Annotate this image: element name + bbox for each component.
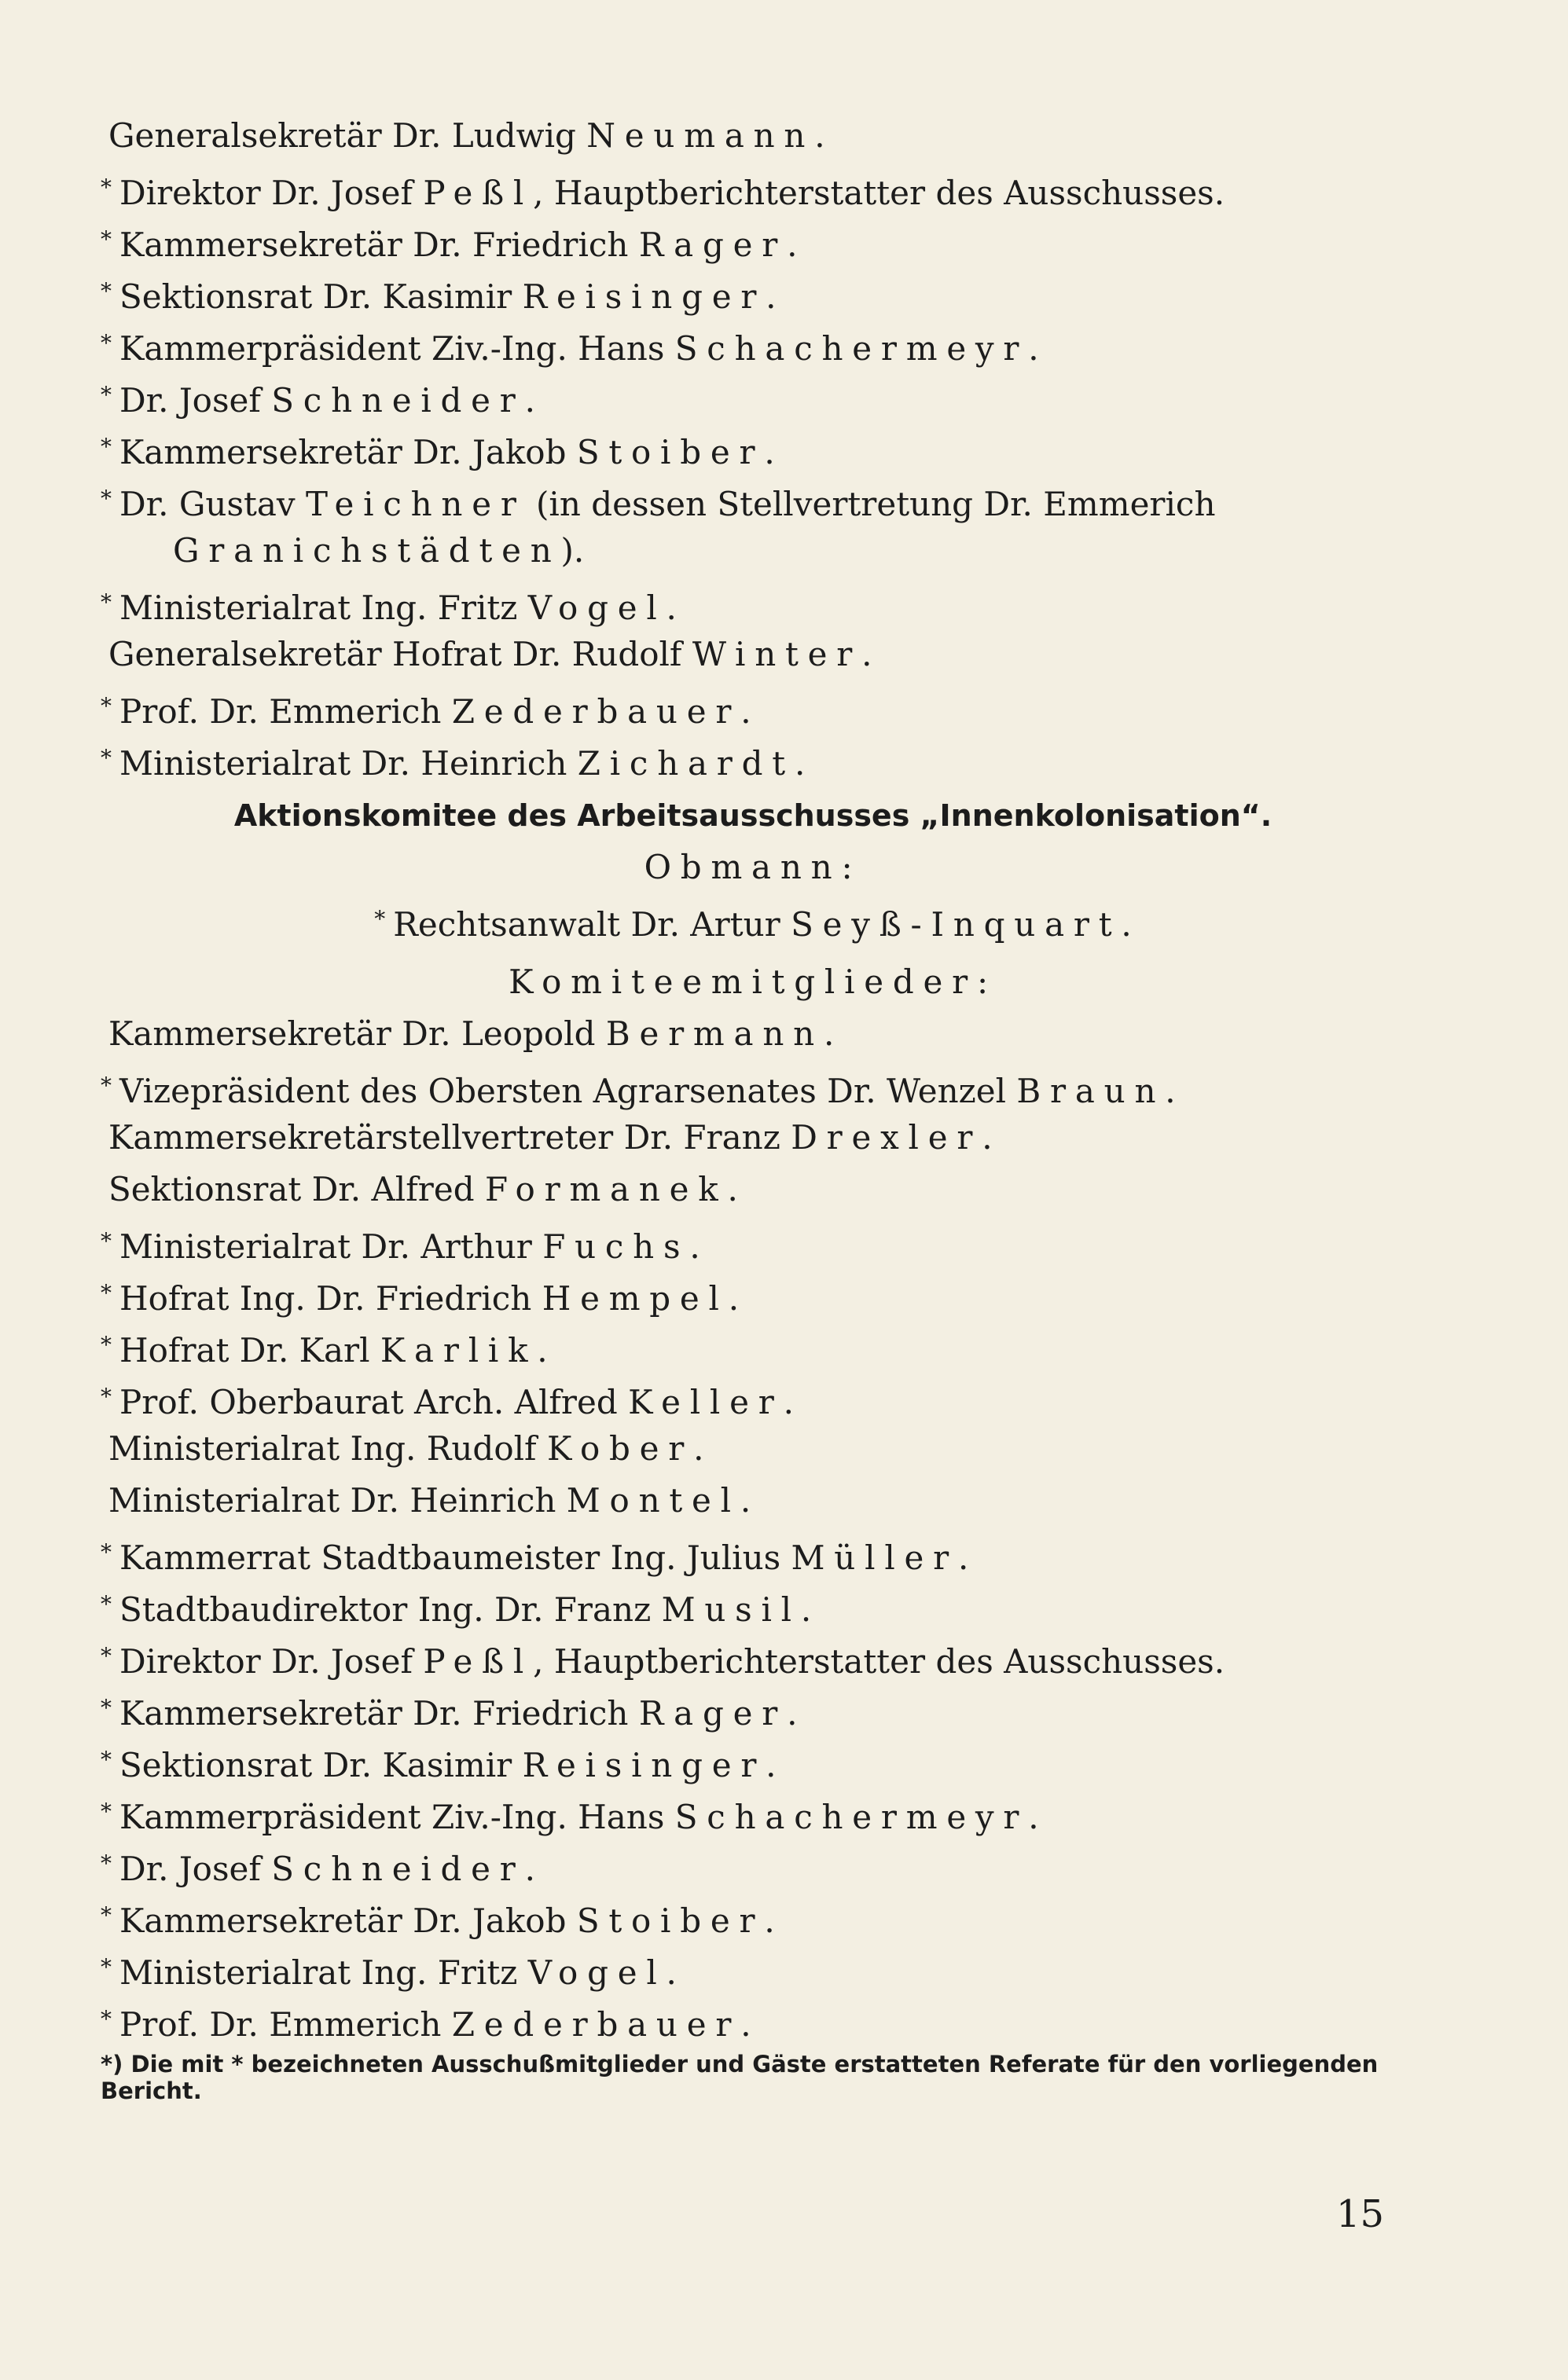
- obmann-prefix: Rechtsanwalt Dr. Artur: [393, 905, 791, 944]
- member-item-name: Müller: [791, 1538, 958, 1577]
- list-item-prefix: Dr. Josef: [119, 381, 272, 420]
- list-item-name: Vogel: [527, 589, 666, 627]
- list-item-star: *: [101, 382, 112, 408]
- list-item-star: *: [101, 174, 112, 200]
- member-item-prefix: Kammerrat Stadtbaumeister Ing. Julius: [119, 1538, 791, 1577]
- member-item-star: *: [101, 1695, 112, 1721]
- member-item-name: Stoiber: [576, 1901, 765, 1940]
- member-item: [101, 1734, 1405, 1786]
- member-item-name: Zederbauer: [451, 2005, 741, 2044]
- member-item-prefix: Sektionsrat Dr. Kasimir: [119, 1746, 523, 1784]
- obmann-star: *: [374, 906, 386, 932]
- list-item-suffix: ).: [560, 531, 585, 570]
- member-item-prefix: Prof. Dr. Emmerich: [119, 2005, 452, 2044]
- list-item: [101, 680, 1405, 732]
- member-item-star: *: [101, 1280, 112, 1306]
- member-item: [101, 1682, 1405, 1734]
- member-item-suffix: , Hauptberichterstatter des Ausschusses.: [533, 1642, 1225, 1681]
- member-item-prefix: Kammerpräsident Ziv.-Ing. Hans: [119, 1798, 675, 1836]
- member-item-suffix: .: [1028, 1798, 1039, 1836]
- member-item-name: Kober: [546, 1429, 694, 1468]
- footnote: *) Die mit * bezeichneten Ausschußmitglieder und Gäste erstatteten Referate für den vorliegenden Bericht.: [101, 2051, 1379, 2104]
- list-item-prefix: Ministerialrat Ing. Fritz: [119, 589, 528, 627]
- member-item-star: *: [101, 2006, 112, 2032]
- list-item: [101, 473, 1405, 525]
- member-item-prefix: Ministerialrat Ing. Rudolf: [108, 1429, 547, 1468]
- member-item-name: Schneider: [271, 1850, 525, 1888]
- list-item-suffix: .: [666, 589, 677, 627]
- member-item-suffix: .: [957, 1538, 969, 1577]
- list-item-prefix: Kammersekretär Dr. Jakob: [119, 433, 577, 471]
- member-item-star: *: [101, 1591, 112, 1617]
- member-item-suffix: .: [787, 1694, 798, 1733]
- obmann-suffix: .: [1121, 905, 1132, 944]
- member-item: [101, 1216, 1405, 1267]
- member-item: [101, 1786, 1405, 1838]
- list-item-suffix: .: [740, 692, 751, 731]
- member-item-name: Fuchs: [542, 1227, 690, 1266]
- list-item-prefix: Sektionsrat Dr. Kasimir: [119, 277, 523, 316]
- member-item-name: Formanek: [484, 1170, 728, 1208]
- member-item: [101, 1890, 1405, 1942]
- member-item-name: Hempel: [542, 1279, 729, 1318]
- list-item-name: Teichner: [306, 485, 526, 523]
- list-item-star: *: [101, 486, 112, 512]
- list-item: [101, 421, 1405, 473]
- list-item-prefix: Generalsekretär Hofrat Dr. Rudolf: [108, 635, 692, 673]
- list-item: [101, 214, 1405, 266]
- member-item-suffix: .: [728, 1279, 740, 1318]
- member-item-suffix: .: [727, 1170, 738, 1208]
- obmann-line: [101, 893, 1405, 945]
- list-item-suffix: .: [1028, 329, 1039, 368]
- list-item: [101, 525, 1405, 577]
- list-item: [101, 266, 1405, 317]
- member-item-prefix: Vizepräsident des Obersten Agrarsenates Dr. Wenzel: [119, 1072, 1017, 1110]
- delegates-list: [101, 110, 1405, 784]
- member-item: [101, 1630, 1405, 1682]
- list-item-suffix: .: [524, 381, 535, 420]
- list-item-name: Schneider: [271, 381, 525, 420]
- member-item-name: Karlik: [380, 1331, 538, 1370]
- member-item-prefix: Ministerialrat Dr. Arthur: [119, 1227, 543, 1266]
- member-item-star: *: [101, 1799, 112, 1824]
- member-item-prefix: Ministerialrat Ing. Fritz: [119, 1953, 528, 1992]
- member-item: [101, 1579, 1405, 1630]
- member-item-prefix: Stadtbaudirektor Ing. Dr. Franz: [119, 1590, 662, 1629]
- list-item-name: Reisinger: [522, 277, 766, 316]
- member-item-suffix: .: [1165, 1072, 1176, 1110]
- list-item-star: *: [101, 589, 112, 615]
- member-item: [101, 1993, 1405, 2045]
- member-item-prefix: Direktor Dr. Josef: [119, 1642, 424, 1681]
- member-item: [101, 1371, 1405, 1423]
- members-list: [101, 1008, 1405, 2045]
- list-item-star: *: [101, 693, 112, 719]
- member-item-star: *: [101, 1228, 112, 1254]
- member-item-star: *: [101, 1747, 112, 1773]
- committee-heading: Aktionskomitee des Arbeitsausschusses „Innenkolonisation“.: [233, 798, 1272, 833]
- member-item: [101, 1319, 1405, 1371]
- member-item: [101, 1112, 1405, 1164]
- members-label: Komiteemitglieder:: [509, 963, 997, 1001]
- member-item-prefix: Kammersekretärstellvertreter Dr. Franz: [108, 1118, 791, 1157]
- list-item: [101, 732, 1405, 784]
- list-item-name: Neumann: [586, 116, 815, 155]
- member-item-star: *: [101, 1954, 112, 1980]
- list-item: [101, 629, 1405, 680]
- list-item-prefix: Prof. Dr. Emmerich: [119, 692, 452, 731]
- member-item-suffix: .: [524, 1850, 535, 1888]
- member-item-star: *: [101, 1643, 112, 1669]
- list-item-name: Zederbauer: [451, 692, 741, 731]
- member-item-star: *: [101, 1384, 112, 1410]
- list-item-name: Schachermeyr: [674, 329, 1029, 368]
- list-item-suffix: (in dessen Stellvertretung Dr. Emmerich: [525, 485, 1216, 523]
- member-item-suffix: .: [766, 1746, 777, 1784]
- list-item-star: *: [101, 434, 112, 460]
- member-item-suffix: .: [666, 1953, 677, 1992]
- page-number: 15: [1336, 2192, 1385, 2236]
- list-item-prefix: Direktor Dr. Josef: [119, 174, 424, 212]
- list-item-prefix: Dr. Gustav: [119, 485, 306, 523]
- list-item-suffix: , Hauptberichterstatter des Ausschusses.: [533, 174, 1225, 212]
- list-item-suffix: .: [814, 116, 825, 155]
- list-item: [101, 110, 1405, 162]
- list-item-name: Peßl: [423, 174, 534, 212]
- list-item-suffix: .: [794, 744, 806, 783]
- committee-section: [101, 790, 1405, 2045]
- member-item-suffix: .: [537, 1331, 548, 1370]
- member-item-name: Vogel: [527, 1953, 666, 1992]
- member-item-suffix: .: [764, 1901, 775, 1940]
- member-item-suffix: .: [740, 2005, 751, 2044]
- member-item-suffix: .: [693, 1429, 704, 1468]
- member-item-name: Peßl: [423, 1642, 534, 1681]
- list-item-prefix: Generalsekretär Dr. Ludwig: [108, 116, 587, 155]
- member-item-prefix: Kammersekretär Dr. Jakob: [119, 1901, 577, 1940]
- member-item: [101, 1475, 1405, 1527]
- list-item-suffix: .: [764, 433, 775, 471]
- member-item-prefix: Kammersekretär Dr. Leopold: [108, 1014, 606, 1053]
- list-item-name: Stoiber: [576, 433, 765, 471]
- member-item: [101, 1008, 1405, 1060]
- member-item: [101, 1942, 1405, 1993]
- member-item-prefix: Hofrat Dr. Karl: [119, 1331, 380, 1370]
- list-item-star: *: [101, 745, 112, 771]
- member-item-name: Musil: [661, 1590, 801, 1629]
- obmann-name: Seyß-Inquart: [791, 905, 1122, 944]
- list-item-prefix: Ministerialrat Dr. Heinrich: [119, 744, 578, 783]
- list-item: [101, 317, 1405, 369]
- list-item-name: Granichstädten: [173, 531, 561, 570]
- member-item-name: Braun: [1016, 1072, 1166, 1110]
- member-item-name: Drexler: [791, 1118, 982, 1157]
- list-item-star: *: [101, 278, 112, 304]
- list-item: [101, 162, 1405, 214]
- member-item-name: Montel: [566, 1481, 740, 1520]
- list-item-suffix: .: [766, 277, 777, 316]
- obmann-label: Obmann:: [644, 848, 862, 886]
- list-item: [101, 369, 1405, 421]
- list-item-suffix: .: [861, 635, 872, 673]
- member-item: [101, 1164, 1405, 1216]
- top-list: [101, 110, 1405, 784]
- member-item-star: *: [101, 1902, 112, 1928]
- member-item-name: Rager: [638, 1694, 788, 1733]
- member-item-prefix: Hofrat Ing. Dr. Friedrich: [119, 1279, 542, 1318]
- member-item-prefix: Kammersekretär Dr. Friedrich: [119, 1694, 639, 1733]
- list-item-star: *: [101, 226, 112, 252]
- member-item-prefix: Dr. Josef: [119, 1850, 272, 1888]
- list-item: [101, 577, 1405, 629]
- list-item-prefix: Kammerpräsident Ziv.-Ing. Hans: [119, 329, 675, 368]
- list-item-suffix: .: [787, 226, 798, 264]
- member-item-suffix: .: [982, 1118, 993, 1157]
- list-item-name: Rager: [638, 226, 788, 264]
- member-item-prefix: Ministerialrat Dr. Heinrich: [108, 1481, 567, 1520]
- list-item-star: *: [101, 330, 112, 356]
- member-item-suffix: .: [783, 1383, 794, 1421]
- member-item: [101, 1060, 1405, 1112]
- member-item: [101, 1527, 1405, 1579]
- member-item: [101, 1267, 1405, 1319]
- member-item-star: *: [101, 1073, 112, 1098]
- member-item-suffix: .: [823, 1014, 835, 1053]
- member-item-name: Keller: [628, 1383, 784, 1421]
- member-item-suffix: .: [689, 1227, 700, 1266]
- list-item-name: Zichardt: [577, 744, 795, 783]
- member-item-star: *: [101, 1332, 112, 1358]
- list-item-prefix: Kammersekretär Dr. Friedrich: [119, 226, 639, 264]
- member-item-prefix: Sektionsrat Dr. Alfred: [108, 1170, 485, 1208]
- member-item-prefix: Prof. Oberbaurat Arch. Alfred: [119, 1383, 629, 1421]
- member-item: [101, 1423, 1405, 1475]
- list-item-name: Winter: [692, 635, 862, 673]
- member-item-name: Schachermeyr: [674, 1798, 1029, 1836]
- member-item-name: Reisinger: [522, 1746, 766, 1784]
- member-item-star: *: [101, 1539, 112, 1565]
- member-item: [101, 1838, 1405, 1890]
- member-item-suffix: .: [800, 1590, 812, 1629]
- member-item-star: *: [101, 1850, 112, 1876]
- member-item-name: Bermann: [605, 1014, 824, 1053]
- member-item-suffix: .: [740, 1481, 751, 1520]
